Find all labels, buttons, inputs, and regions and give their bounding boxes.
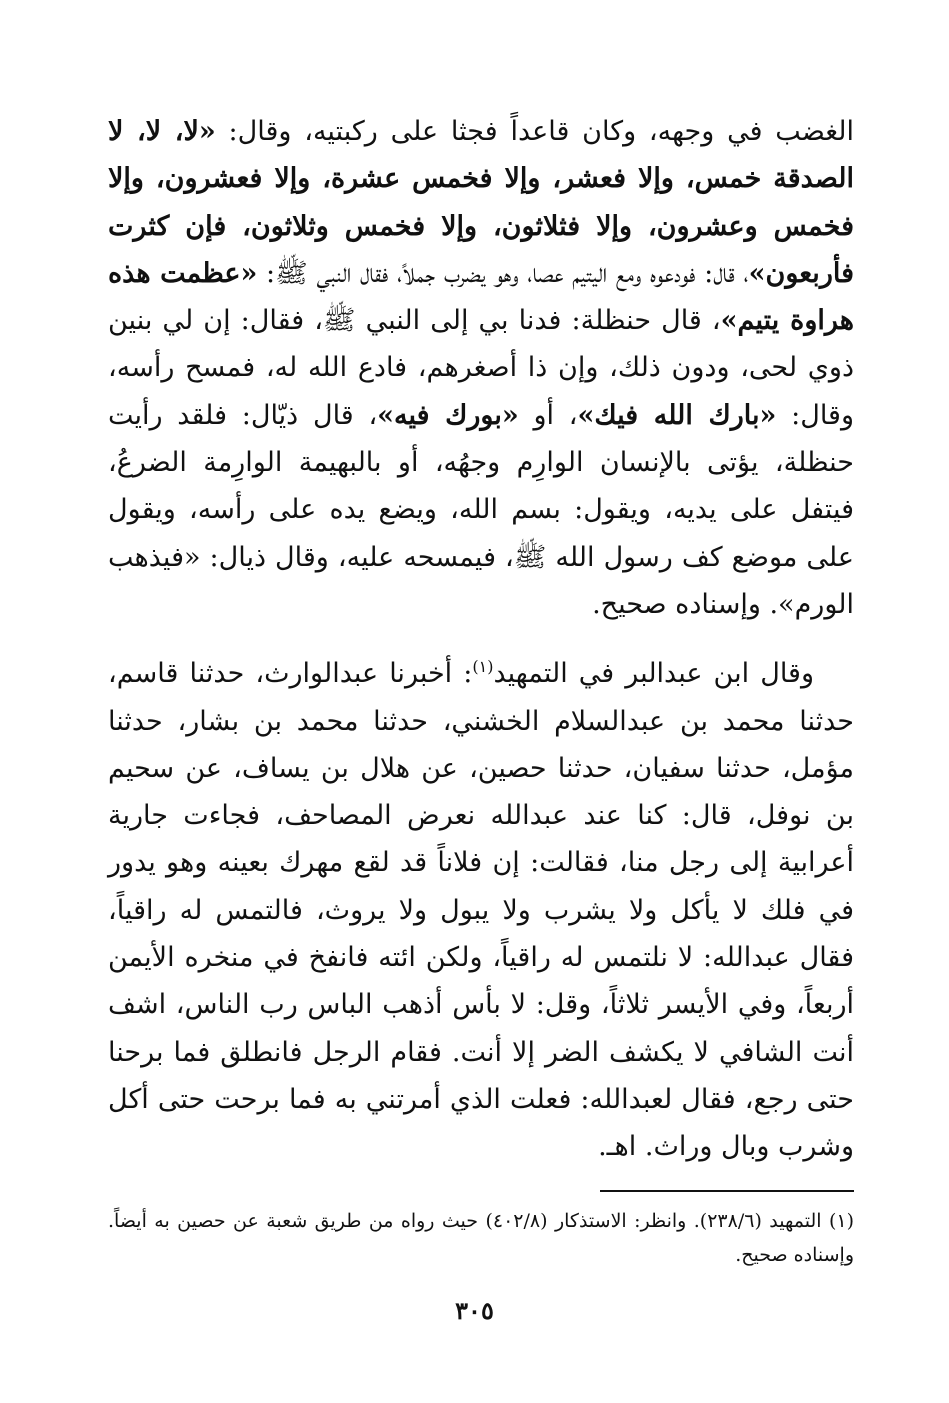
p1-hadith-quote-3: «بارك الله فيك» — [577, 399, 777, 431]
p2-text-1: وقال ابن عبدالبر في التمهيد — [493, 658, 814, 690]
p1-hadith-quote-1: «لا، لا، لا الصدقة خمس، وإلا فعشر، وإلا فخمس عشرة، وإلا فعشرون، وإلا فخمس وعشرون، وإلا فثلاثون، وإلا فخمس وثلاثون، فإن كثرت فأربعون» — [108, 116, 854, 289]
p1-text-4: ، أو — [518, 399, 578, 431]
p1-hadith-quote-2: «عظمت هذه هراوة يتيم» — [108, 257, 854, 337]
p1-text-3: ، قال حنظلة: فدنا بي إلى النبي ﷺ، فقال: إن لي بنين ذوي لحى، ودون ذلك، وإن ذا أصغرهم، فادع الله له، فمسح رأسه، وقال: — [108, 305, 855, 431]
footnote-reference[interactable]: (١) — [472, 657, 494, 677]
footnote-divider — [600, 1190, 854, 1192]
page-number: ٣٠٥ — [455, 1296, 494, 1325]
footnote: (١) التمهيد (٢٣٨/٦). وانظر: الاستذكار (٤٠٢/٨) حيث رواه من طريق شعبة عن حصين به أيضاً. وإسناده صحيح. — [108, 1210, 854, 1266]
p1-text-2: ، قال: فودعوه ومع اليتيم عصا، وهو يضرب جملاً، فقال النبي ﷺ: — [257, 257, 749, 289]
p1-text-1: الغضب في وجهه، وكان قاعداً فجثا على ركبتيه، وقال: — [215, 116, 854, 147]
paragraph-1 — [108, 108, 854, 628]
page-body — [108, 108, 854, 1171]
p2-text-2: : أخبرنا عبدالوارث، حدثنا قاسم، حدثنا محمد بن عبدالسلام الخشني، حدثنا محمد بن بشار، حدثنا مؤمل، حدثنا سفيان، حدثنا حصين، عن هلال بن يساف، عن سحيم بن نوفل، قال: كنا عند عبدالله نعرض المصاحف، فجاءت جارية أعرابية إلى رجل منا، فقالت: إن فلاناً قد لقع مهرك بعينه وهو يدور في فلك لا يأكل ولا يشرب ولا يبول ولا يروث، فالتمس له راقياً، فقال عبدالله: لا نلتمس له راقياً، ولكن ائته فانفخ في منخره الأيمن أربعاً، وفي الأيسر ثلاثاً، وقل: لا بأس أذهب الباس رب الناس، اشف أنت الشافي لا يكشف الضر إلا أنت. فقام الرجل فانطلق فما برحنا حتى رجع، فقال لعبدالله: فعلت الذي أمرتني به فما برحت حتى أكل وشرب وبال وراث. اهـ. — [108, 658, 854, 1163]
p1-hadith-quote-4: «بورك فيه» — [377, 399, 519, 431]
paragraph-2 — [108, 650, 854, 1170]
p1-text-5: ، قال ذيّال: فلقد رأيت حنظلة، يؤتى بالإنسان الوارِم وجهُه، أو بالبهيمة الوارِمة الضرعُ، فيتفل على يديه، ويقول: بسم الله، ويضع يده على رأسه، ويقول على موضع كف رسول الله ﷺ، فيمسحه عليه، وقال ذيال: «فيذهب الورم». وإسناده صحيح. — [108, 399, 854, 620]
